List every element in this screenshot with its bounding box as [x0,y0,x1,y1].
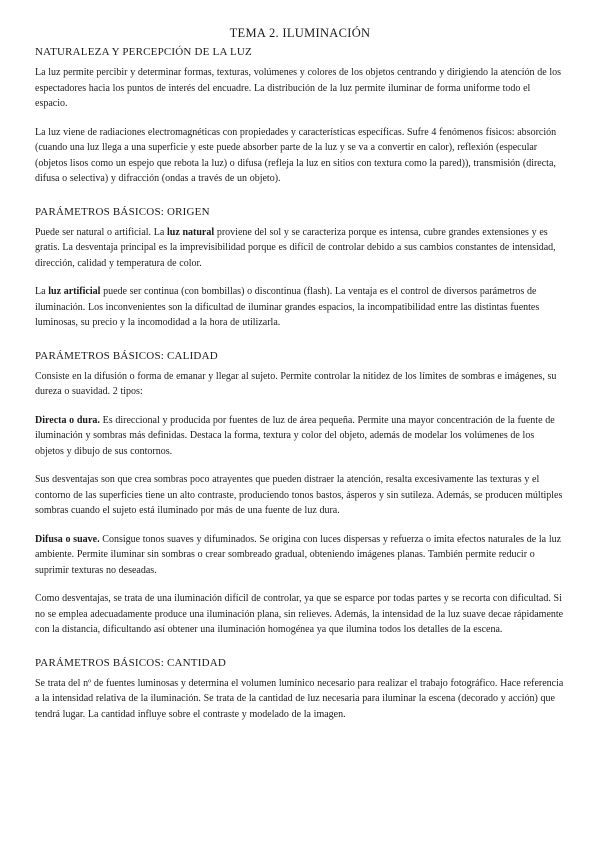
paragraph [35,65,565,112]
paragraph [35,676,565,723]
paragraph [35,532,565,579]
text-run: Sus desventajas son que crea sombras poco atrayentes que pueden distraer la atención, resalta excesivamente las texturas y el contorno de las superficies tiene un alto contraste, produciendo tonos bastos, ásperos y sin sutileza. Además, se producen múltiples sombras cuando el sujeto está iluminado por más de una fuente de luz dura. [35,474,563,516]
text-run-bold: luz artificial [48,286,101,297]
document-title: TEMA 2. ILUMINACIÓN [229,26,371,40]
section-cantidad [35,657,565,723]
text-run-bold: luz natural [166,226,215,238]
text-run: Puede ser natural o artificial. La [35,226,167,238]
text-run-bold: Difusa o suave. [35,533,100,545]
section-naturaleza-y-percepcion [35,46,565,187]
section-heading: NATURALEZA Y PERCEPCIÓN DE LA LUZ [35,46,252,58]
text-run: Consigue tonos suaves y difuminados. Se origina con luces dispersas y refuerza o imita efectos naturales de la luz ambiente. Permite iluminar sin sombras o crear sombreado gradual, obteniendo imágenes planas. También permite reducir o suprimir texturas no deseadas. [35,533,562,576]
text-run: Como desventajas, se trata de una iluminación difícil de controlar, ya que se esparce por todas partes y se recorta con dificultad. Si no se emplea adecuadamente produce una iluminación plana, sin relieves. Además, la intensidad de la luz suave decae rápidamente con la distancia, dificultando así obtener una iluminación homogénea ya que ilumina todos los detalles de la escena. [35,593,564,635]
paragraph [35,413,565,460]
text-run: Se trata del nº de fuentes luminosas y determina el volumen lumínico necesario para realizar el trabajo fotográfico. Hace referencia a la intensidad relativa de la iluminación. Se trata de la cantidad de luz necesaria para iluminar la escena (decorado y acción) que tendrá lugar. La cantidad influye sobre el contraste y modelado de la imagen. [35,677,564,720]
text-run-bold: Directa o dura. [35,414,100,426]
text-run: La luz viene de radiaciones electromagnéticas con propiedades y características específicas. Sufre 4 fenómenos físicos: absorción (cuando una luz llega a una superficie y este puede absorber parte de la luz y se va a convertir en calor), reflexión (especular (objetos lisos como un espejo que rebota la luz) o difusa (refleja la luz en sitios con textura como la pared)), transmisión (directa, difusa o selectiva) y difracción (ondas a través de un objeto). [35,126,557,184]
text-run: proviene del sol y se caracteriza porque es intensa, cubre grandes extensiones y es gratis. La desventaja principal es la imprevisibilidad porque es difícil de controlar debido a sus cambios constantes de intensidad, dirección, calidad y temperatura de color. [35,226,556,269]
text-run: Es direccional y producida por fuentes de luz de área pequeña. Permite una mayor concentración de la fuente de iluminación y sombras más definidas. Destaca la forma, textura y color del objeto, además de modelar los volúmenes de los objetos y dibujo de sus contornos. [35,414,555,457]
paragraph [35,284,565,331]
section-origen [35,206,565,331]
text-run: Consiste en la difusión o forma de emanar y llegar al sujeto. Permite controlar la nitidez de los límites de sombras e imágenes, su dureza o suavidad. 2 tipos: [35,370,557,397]
text-run: La luz permite percibir y determinar formas, texturas, volúmenes y colores de los objetos centrando y dirigiendo la atención de los espectadores hacia los puntos de interés del encuadre. La distribución de la luz permite iluminar de forma uniforme todo el espacio. [35,67,562,109]
section-heading: PARÁMETROS BÁSICOS: ORIGEN [35,205,210,218]
paragraph [35,369,565,400]
section-heading: PARÁMETROS BÁSICOS: CANTIDAD [35,656,227,669]
section-calidad [35,350,565,638]
paragraph [35,125,565,187]
text-run: La [35,286,49,297]
paragraph [35,225,565,272]
paragraph [35,591,565,638]
text-run: puede ser continua (con bombillas) o discontinua (flash). La ventaja es el control de diversos parámetros de iluminación. Los inconvenientes son la dificultad de iluminar grandes espacios, la incompatibilidad entre las distintas fuentes luminosas, su precio y la incomodidad a la hora de utilizarla. [35,286,540,328]
section-heading: PARÁMETROS BÁSICOS: CALIDAD [35,349,218,362]
paragraph [35,472,565,519]
